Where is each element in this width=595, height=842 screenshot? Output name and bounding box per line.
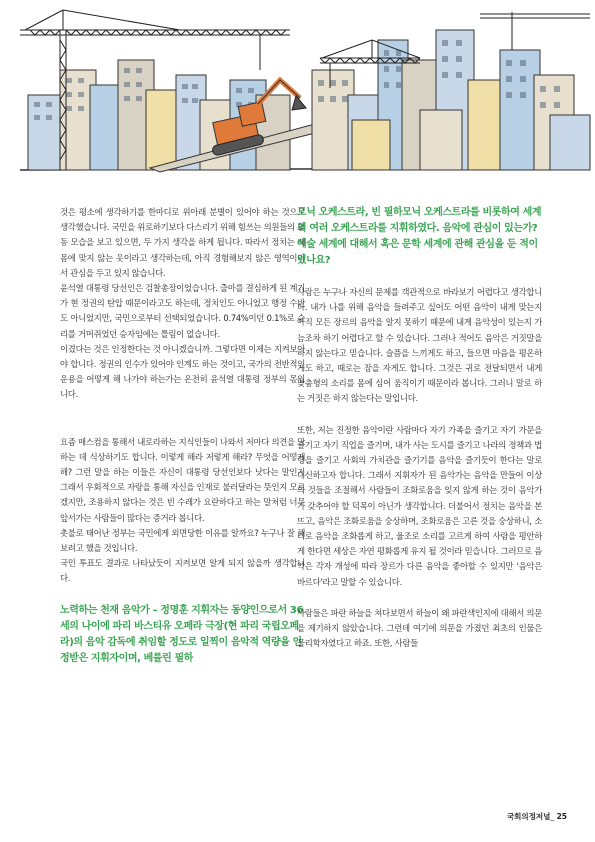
section-heading-left: 노력하는 천재 음악가 – 정명훈 지휘자는 동양인으로서 36세의 나이에 파리 바스티유 오페라 극장(현 파리 국립오페라)의 음악 감독에 취임할 정도로 일찍이 음악적 역량을 인정받은 지휘자이며, 베를린 필하 [60, 604, 304, 664]
right-column [297, 205, 542, 651]
spacer [297, 269, 542, 285]
page-number: 25 [556, 812, 567, 821]
page-footer [507, 811, 567, 822]
spacer [60, 419, 305, 435]
spacer [297, 590, 542, 606]
spacer [60, 587, 305, 603]
right-paragraph-3: 사람들은 파란 하늘을 쳐다보면서 하늘이 왜 파란색인지에 대해서 의문을 제기하지 않았습니다. 그런데 여기에 의문을 가졌던 최초의 인물은 물리학자였다고 하죠. 또한, 사람들 [297, 607, 542, 649]
footer-separator: _ [550, 812, 555, 821]
right-paragraph-2: 또한, 저는 진정한 음악이란 사람마다 자기 가족을 즐기고 자기 가문을 즐기고 자기 직업을 즐기며, 내가 사는 도시를 즐기고 나라의 정책과 법령을 즐기고 사회의 가치관을 즐기기를 음악을 즐기듯이 한다는 말로 대신하고자 합니다. 그래서 지휘자가 된 음악가는 음악을 만들어 이상의 것들을 조절해서 사람들이 조화로움을 잊지 않게 하는 것이 음악가가 갖추어야 할 덕목이 아닌가 생각합니다. 더불어서 정치는 음악을 본뜨고, 음악은 조화로움을 숭상하며, 조화로움은 고른 것을 숭상하니, 소리로 음악을 조화롭게 하고, 율조로 소리를 고르게 하여 사람을 평안하게 한다면 세상은 자연 평화롭게 유지 될 것이라 믿습니다. 그러므로 음악은 각자 개성에 따라 장르가 다른 음악을 좋아할 수 있지만 '음악은 바르다'라고 말할 수 있습니다. [297, 424, 542, 587]
left-paragraph-6: 국민 투표도 결과로 나타났듯이 지켜보면 알게 되지 않을까 생각합니다. [60, 558, 305, 584]
construction-illustration [0, 0, 595, 185]
right-paragraph-1: 사람은 누구나 자신의 문제를 객관적으로 바라보기 어렵다고 생각합니다. 내가 나를 위해 음악을 들려주고 싶어도 어떤 음악이 내게 맞는지 아직 모든 장르의 음악을 알지 못하기 때문에 내게 음악성이 있는지 가늠조차 하기 어렵다고 할 수 있습니다. 그러나 적어도 음악은 거짓말을 하지 않는다고 믿습니다. 슬픔을 느끼게도 하고, 들으면 마음을 평온하게도 하고, 때로는 잠을 자게도 합니다. 그것은 귀로 전달되면서 내게 맞춤형의 소리를 몸에 심어 움직이기 때문이라 봅니다. 그러니 말로 하는 거짓은 하지 않는다는 말입니다. [297, 287, 542, 404]
left-paragraph-2: 윤석열 대통령 당선인은 검찰총장이었습니다. 출마를 결심하게 된 계기가 현 정권의 탄압 때문이라고도 하는데, 정치인도 아니었고 행정 수반도 아니었지만, 국민으로부터 선택되었습니다. 0.74%이던 0.1%로 승리를 거머쥐었던 승자임에는 틀림이 없습니다. [60, 283, 305, 339]
left-paragraph-3: 이겼다는 것은 인정한다는 것 아니겠습니까. 그렇다면 이제는 지켜보아야 합니다. 정권의 인수가 있어야 인계도 하는 것이고, 국가의 전반적인 운용을 어떻게 해 나가야 하는가는 온전히 윤석열 대통령 정부의 몫입니다. [60, 343, 305, 400]
left-paragraph-1: 것은 평소에 생각하기를 한마디로 위아래 분별이 있어야 하는 것으로 생각했습니다. 국민을 위로하기보다 다스리기 위해 힘쓰는 의원들의 활동 모습을 보고 있으면, 두 가지 생각을 하게 됩니다. 따라서 정치는 제 몸에 맞지 않는 옷이라고 생각하는데, 아직 경험해보지 않은 영역이라서 관심을 두고 있지 않습니다. [60, 207, 305, 278]
magazine-name: 국회의정저널 [506, 812, 551, 821]
section-heading-right: 모닉 오케스트라, 빈 필하모닉 오케스트라를 비롯하여 세계의 여러 오케스트라를 지휘하였다. 음악에 관심이 있는가? 예술 세계에 대해서 혹은 문학 세계에 관해 관심을 둔 적이 있나요? [297, 207, 542, 266]
spacer [297, 407, 542, 423]
spacer [60, 403, 305, 419]
left-paragraph-5: 촛불로 태어난 정부는 국민에게 외면당한 이유를 알까요? 누구나 잘 해보려고 했을 것입니다. [60, 527, 305, 554]
left-paragraph-4: 요즘 매스컴을 통해서 내로라하는 지식인들이 나와서 저마다 의견을 말하는 데 식상하기도 합니다. 이렇게 해라 저렇게 해라? 무엇을 어떻게 해? 그런 말을 하는 이들은 자신이 대통령 당선인보다 낫다는 말인지 그래서 우회적으로 자랑을 통해 자신을 인재로 불러달라는 뜻인지 모르겠지만, 조용하지 않다는 것은 빈 수레가 요란하다고 하는 말처럼 너무 앞서가는 사람들이 많다는 증거라 봅니다. [60, 436, 305, 523]
left-column [60, 205, 305, 667]
